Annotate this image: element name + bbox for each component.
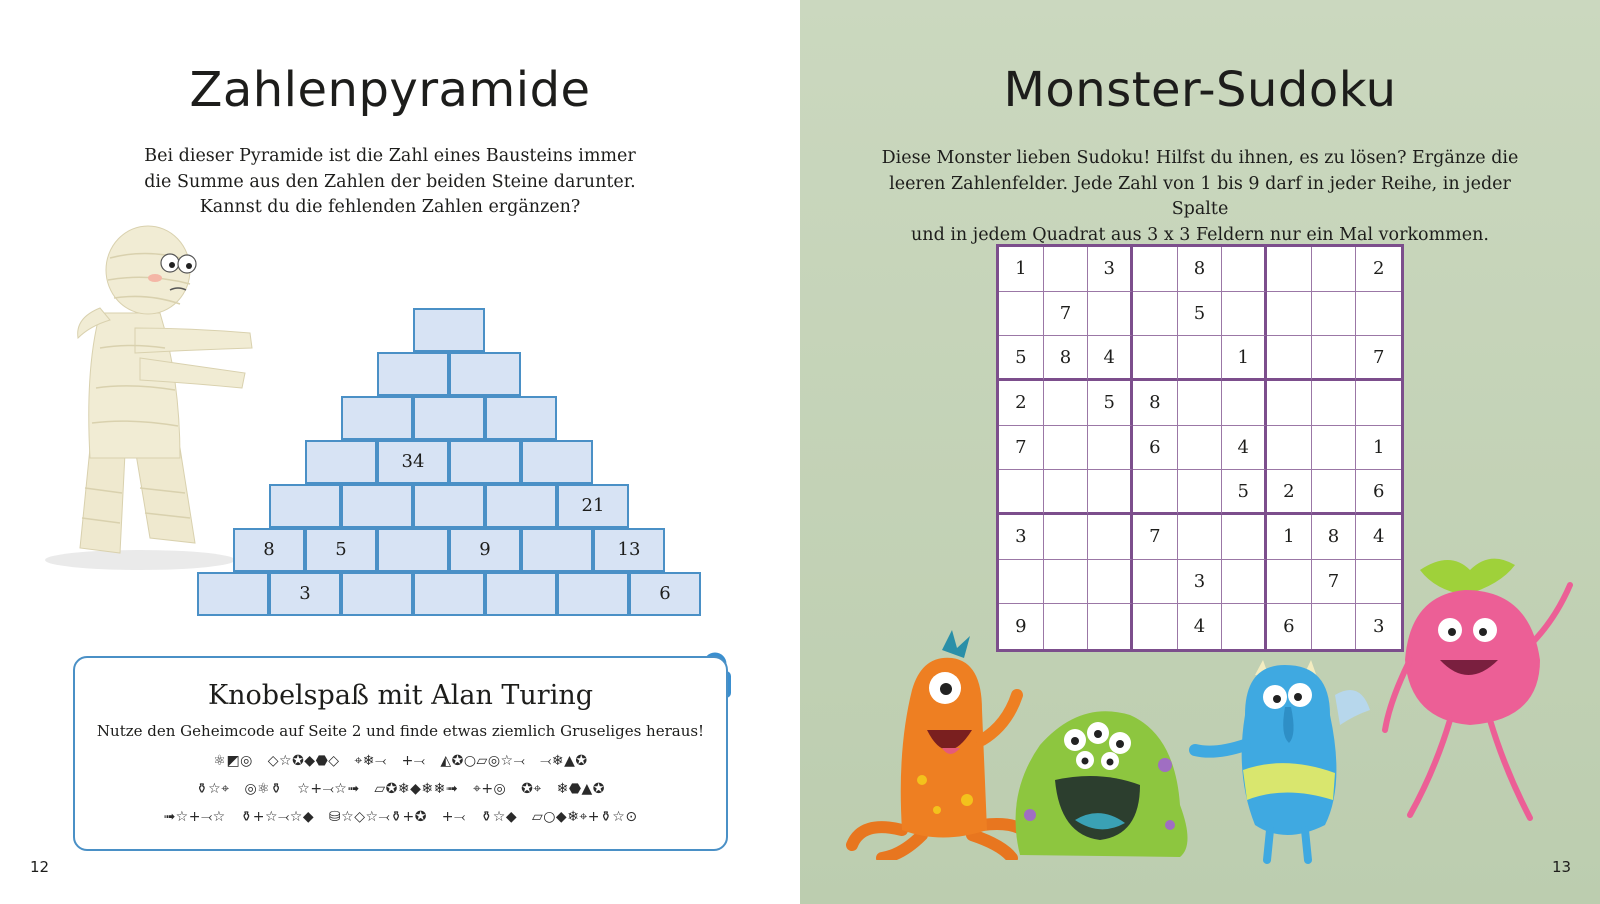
pyramid-brick[interactable] [341, 484, 413, 528]
pyramid-brick[interactable] [197, 572, 269, 616]
pyramid-brick[interactable]: 13 [593, 528, 665, 572]
sudoku-cell[interactable] [1133, 560, 1178, 605]
sudoku-title: Monster-Sudoku [1003, 62, 1397, 118]
sudoku-intro-line: leeren Zahlenfelder. Jede Zahl von 1 bis 9 darf in jeder Reihe, in jeder Spalte [889, 173, 1511, 219]
sudoku-cell[interactable] [1133, 292, 1178, 337]
sudoku-cell[interactable] [1312, 336, 1357, 381]
pyramid-brick[interactable] [269, 484, 341, 528]
sudoku-cell[interactable] [999, 292, 1044, 337]
pyramid-title: Zahlenpyramide [189, 62, 591, 118]
sudoku-cell[interactable] [1267, 381, 1312, 426]
puzzle-box-title: Knobelspaß mit Alan Turing [207, 680, 594, 711]
sudoku-cell[interactable] [1178, 515, 1223, 560]
sudoku-cell[interactable]: 7 [1312, 560, 1357, 605]
sudoku-cell[interactable] [1312, 470, 1357, 515]
sudoku-cell[interactable] [1356, 292, 1401, 337]
sudoku-cell[interactable] [1222, 247, 1267, 292]
pyramid-brick[interactable] [377, 352, 449, 396]
sudoku-cell[interactable] [1088, 604, 1133, 649]
sudoku-cell[interactable] [1178, 381, 1223, 426]
pyramid-brick[interactable] [413, 572, 485, 616]
sudoku-cell[interactable] [1312, 247, 1357, 292]
sudoku-cell[interactable]: 8 [1044, 336, 1089, 381]
sudoku-cell[interactable] [1133, 336, 1178, 381]
sudoku-cell[interactable] [1044, 470, 1089, 515]
pyramid-brick[interactable] [485, 396, 557, 440]
sudoku-cell[interactable] [1088, 426, 1133, 471]
pyramid-brick[interactable] [377, 528, 449, 572]
blue-monster-illustration [1185, 655, 1395, 865]
sudoku-cell[interactable]: 4 [1222, 426, 1267, 471]
sudoku-cell[interactable] [1267, 292, 1312, 337]
pyramid-intro-line: Kannst du die fehlenden Zahlen ergänzen? [199, 197, 581, 217]
sudoku-cell[interactable]: 5 [1222, 470, 1267, 515]
sudoku-cell[interactable]: 1 [999, 247, 1044, 292]
sudoku-intro-line: und in jedem Quadrat aus 3 x 3 Feldern nur ein Mal vorkommen. [911, 224, 1489, 245]
sudoku-cell[interactable] [1133, 470, 1178, 515]
puzzle-box-instruction: Nutze den Geheimcode auf Seite 2 und finde etwas ziemlich Gruseliges heraus! [96, 722, 705, 740]
sudoku-cell[interactable]: 3 [1088, 247, 1133, 292]
sudoku-cell[interactable] [1178, 470, 1223, 515]
sudoku-cell[interactable]: 6 [1356, 470, 1401, 515]
sudoku-cell[interactable]: 4 [1356, 515, 1401, 560]
sudoku-cell[interactable]: 3 [1178, 560, 1223, 605]
pyramid-brick[interactable] [449, 440, 521, 484]
sudoku-cell[interactable] [1178, 336, 1223, 381]
sudoku-cell[interactable] [1267, 560, 1312, 605]
sudoku-grid [996, 244, 1404, 652]
sudoku-cell[interactable]: 3 [1372, 616, 1385, 638]
sudoku-cell[interactable]: 7 [1356, 336, 1401, 381]
sudoku-cell[interactable]: 2 [1356, 247, 1401, 292]
sudoku-cell[interactable]: 8 [1133, 381, 1178, 426]
pyramid-brick[interactable] [521, 528, 593, 572]
sudoku-cell[interactable] [1312, 426, 1357, 471]
sudoku-intro [860, 146, 1540, 248]
secret-code-line: ⚛◩◎ ◇☆✪◆⬣◇ ⌖❄⤙ +⤙ ◭✪○▱◎☆⤙ ⤙❄▲✪ [213, 753, 588, 769]
alan-turing-puzzle-box [73, 656, 728, 851]
sudoku-cell[interactable] [1133, 604, 1178, 649]
sudoku-cell[interactable]: 2 [1267, 470, 1312, 515]
pink-monster-illustration [1380, 550, 1590, 830]
sudoku-cell[interactable]: 1 [1356, 426, 1401, 471]
pyramid-brick[interactable] [449, 352, 521, 396]
pyramid-brick[interactable] [341, 396, 413, 440]
secret-code-line: ➟☆+⤙☆ ⚱+☆⤙☆◆ ⛁☆◇☆⤙⚱+✪ +⤙ ⚱☆◆ ▱○◆❄⌖+⚱☆⊙ [163, 809, 638, 825]
pyramid-intro-line: Bei dieser Pyramide ist die Zahl eines Bausteins immer [144, 146, 636, 166]
pyramid-brick[interactable]: 9 [449, 528, 521, 572]
pyramid-brick[interactable] [485, 572, 557, 616]
sudoku-cell[interactable] [1178, 426, 1223, 471]
pyramid-intro [140, 144, 640, 221]
pyramid-intro-line: die Summe aus den Zahlen der beiden Steine darunter. [144, 171, 636, 192]
sudoku-cell[interactable] [999, 560, 1044, 605]
mummy-illustration [30, 218, 270, 578]
sudoku-cell[interactable]: 4 [1088, 336, 1133, 381]
pyramid-brick[interactable] [557, 572, 629, 616]
sudoku-cell[interactable] [1133, 247, 1178, 292]
pyramid-brick[interactable]: 3 [269, 572, 341, 616]
pyramid-brick[interactable] [485, 484, 557, 528]
pyramid-brick[interactable]: 21 [557, 484, 629, 528]
sudoku-cell[interactable] [1222, 381, 1267, 426]
sudoku-cell[interactable]: 5 [999, 336, 1044, 381]
sudoku-cell[interactable]: 7 [1044, 292, 1089, 337]
sudoku-cell[interactable] [1267, 336, 1312, 381]
sudoku-cell[interactable] [1222, 292, 1267, 337]
sudoku-cell[interactable]: 1 [1222, 336, 1267, 381]
sudoku-cell[interactable] [1222, 515, 1267, 560]
sudoku-cell[interactable] [1222, 560, 1267, 605]
pyramid-brick[interactable]: 8 [233, 528, 305, 572]
sudoku-cell[interactable]: 6 [1133, 426, 1178, 471]
sudoku-cell[interactable]: 7 [999, 426, 1044, 471]
sudoku-cell[interactable] [1088, 560, 1133, 605]
sudoku-cell[interactable]: 3 [999, 515, 1044, 560]
sudoku-cell[interactable] [1356, 381, 1401, 426]
sudoku-cell[interactable] [1312, 381, 1357, 426]
pyramid-brick[interactable] [413, 484, 485, 528]
sudoku-intro-line: Diese Monster lieben Sudoku! Hilfst du ihnen, es zu lösen? Ergänze die [881, 148, 1519, 168]
page-number-left: 12 [30, 858, 50, 876]
sudoku-cell[interactable] [1044, 515, 1089, 560]
sudoku-cell[interactable]: 1 [1267, 515, 1312, 560]
pyramid-brick[interactable] [305, 440, 377, 484]
sudoku-cell[interactable] [1222, 604, 1267, 649]
sudoku-cell[interactable]: 5 [1178, 292, 1223, 337]
sudoku-cell[interactable]: 2 [999, 381, 1044, 426]
pyramid-brick[interactable]: 34 [377, 440, 449, 484]
sudoku-cell[interactable] [1312, 292, 1357, 337]
sudoku-cell[interactable] [1044, 604, 1089, 649]
sudoku-cell[interactable] [1267, 247, 1312, 292]
pyramid-brick[interactable]: 5 [305, 528, 377, 572]
sudoku-cell[interactable] [1088, 515, 1133, 560]
sudoku-cell[interactable] [1088, 470, 1133, 515]
pyramid-brick[interactable] [521, 440, 593, 484]
green-monster-illustration [1000, 695, 1200, 865]
sudoku-cell[interactable]: 9 [999, 604, 1044, 649]
sudoku-cell[interactable]: 4 [1178, 604, 1223, 649]
right-page [800, 0, 1600, 904]
pyramid-brick[interactable] [413, 396, 485, 440]
sudoku-cell[interactable]: 7 [1133, 515, 1178, 560]
secret-code-line: ⚱☆⌖ ◎⚛⚱ ☆+⤙☆➟ ▱✪❄◆❄❄➟ ⌖+◎ ✪⌖ ❄⬣▲✪ [195, 781, 606, 797]
page-number-right: 13 [1552, 858, 1572, 876]
sudoku-cell[interactable]: 6 [1267, 604, 1312, 649]
pyramid-brick[interactable]: 6 [629, 572, 701, 616]
sudoku-cell[interactable] [1267, 426, 1312, 471]
sudoku-cell[interactable] [999, 470, 1044, 515]
sudoku-cell[interactable]: 8 [1178, 247, 1223, 292]
sudoku-cell[interactable] [1312, 604, 1357, 649]
sudoku-cell[interactable] [1044, 560, 1089, 605]
sudoku-cell[interactable]: 8 [1312, 515, 1357, 560]
sudoku-cell[interactable] [1044, 247, 1089, 292]
pyramid-brick[interactable] [341, 572, 413, 616]
sudoku-cell[interactable]: 5 [1088, 381, 1133, 426]
sudoku-cell[interactable] [1088, 292, 1133, 337]
sudoku-cell[interactable] [1044, 381, 1089, 426]
sudoku-cell[interactable] [1044, 426, 1089, 471]
pyramid-brick[interactable] [413, 308, 485, 352]
